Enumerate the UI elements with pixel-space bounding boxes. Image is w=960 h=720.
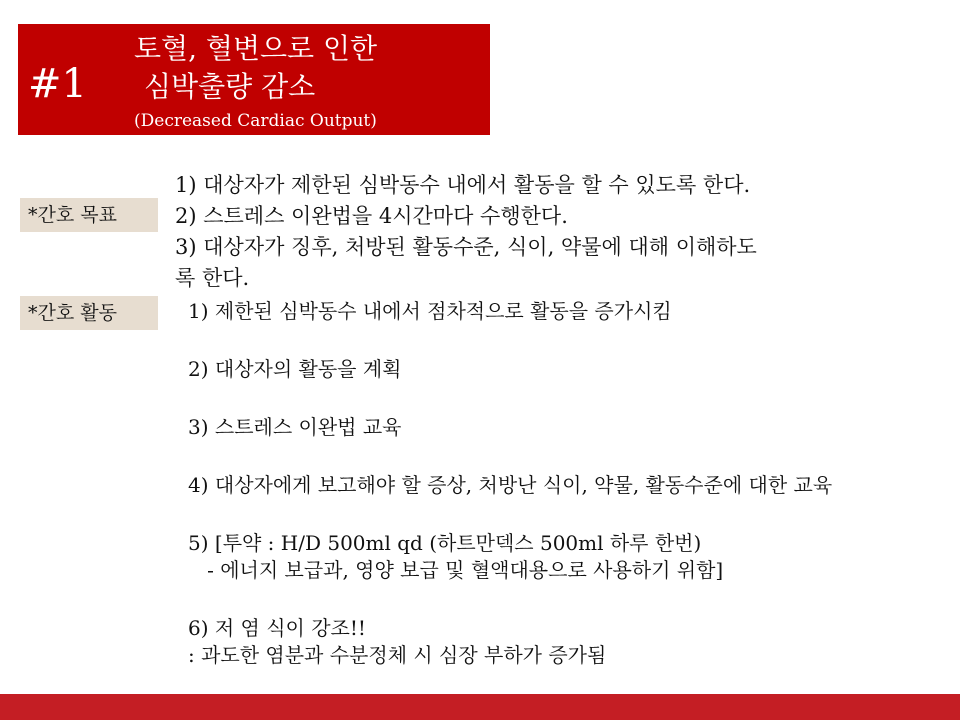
title-line-1: 토혈, 혈변으로 인한 [134, 32, 378, 65]
goal-item-1: 1) 대상자가 제한된 심박동수 내에서 활동을 할 수 있도록 한다. [175, 173, 751, 197]
title-line-2: 심박출량 감소 [144, 70, 316, 103]
activity-item-2: 2) 대상자의 활동을 계획 [188, 357, 402, 381]
goal-item-3: 3) 대상자가 징후, 처방된 활동수준, 식이, 약물에 대해 이해하도 [175, 235, 757, 259]
nursing-activity-label: *간호 활동 [20, 296, 158, 330]
spacer [188, 499, 960, 530]
diagnosis-number: #1 [28, 61, 87, 107]
activity-item-1: 1) 제한된 심박동수 내에서 점차적으로 활동을 증가시킴 [188, 299, 672, 323]
spacer [188, 325, 960, 356]
activity-item-6-detail: : 과도한 염분과 수분정체 시 심장 부하가 증가됨 [188, 643, 607, 667]
goal-item-2: 2) 스트레스 이완법을 4시간마다 수행한다. [175, 204, 568, 228]
footer-bar [0, 694, 960, 720]
nursing-goals-list [175, 170, 955, 294]
activity-item-4: 4) 대상자에게 보고해야 할 증상, 처방난 식이, 약물, 활동수준에 대한 교육 [188, 473, 833, 497]
title-box [18, 24, 490, 135]
nursing-goal-label: *간호 목표 [20, 198, 158, 232]
activity-item-5-detail: - 에너지 보급과, 영양 보급 및 혈액대용으로 사용하기 위함] [188, 558, 724, 582]
activity-item-5: 5) [투약 : H/D 500ml qd (하트만덱스 500ml 하루 한번) [188, 531, 702, 555]
spacer [188, 584, 960, 615]
nursing-activities-list [188, 298, 960, 669]
spacer [188, 383, 960, 414]
activity-item-6: 6) 저 염 식이 강조!! [188, 616, 366, 640]
activity-item-3: 3) 스트레스 이완법 교육 [188, 415, 402, 439]
spacer [188, 441, 960, 472]
title-english: (Decreased Cardiac Output) [134, 111, 377, 131]
goal-item-3-continued: 록 한다. [175, 266, 250, 290]
